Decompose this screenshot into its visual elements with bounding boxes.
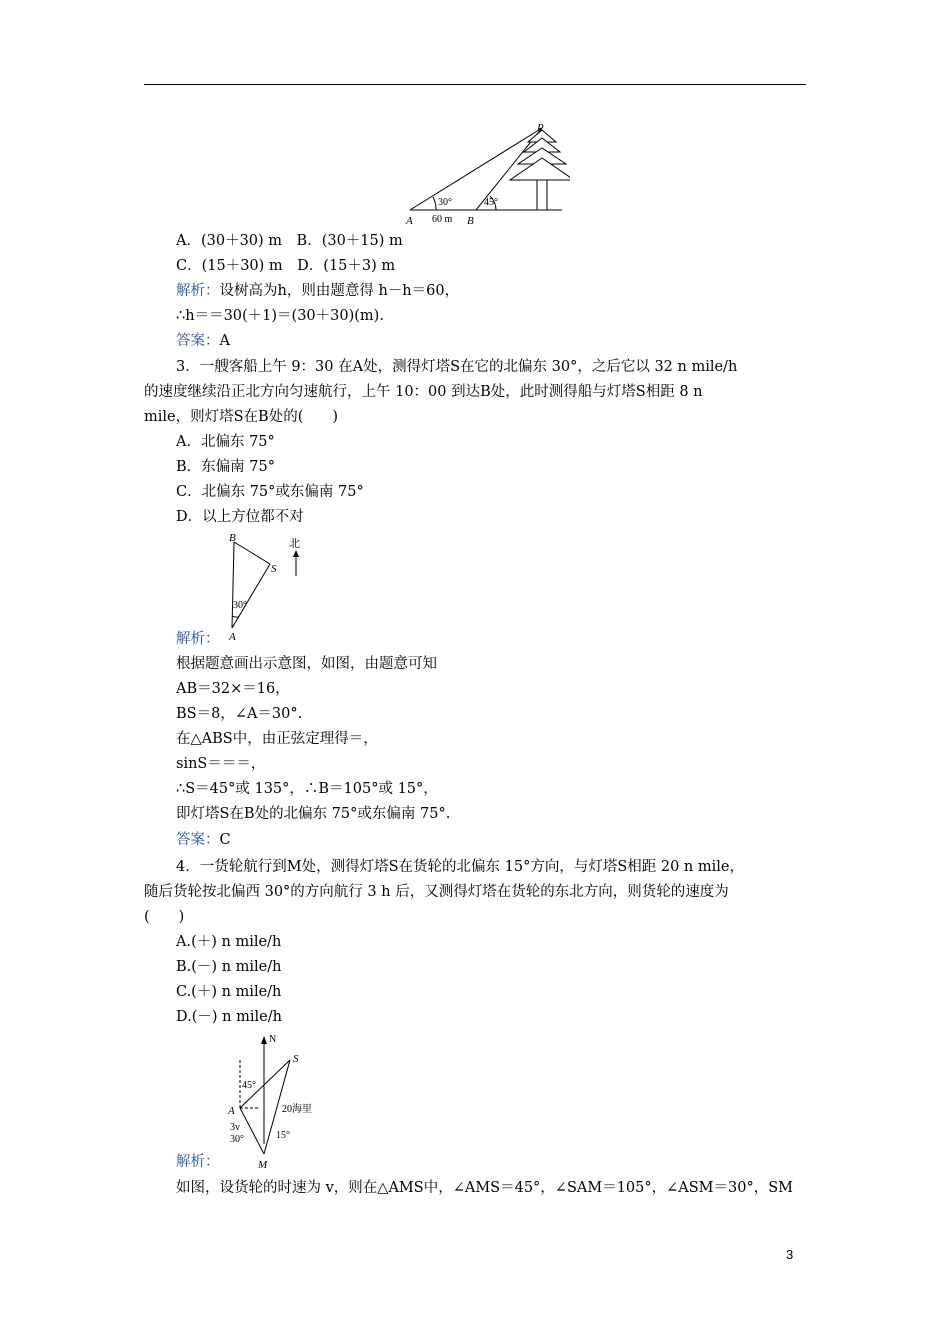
page-number: 3 [786,1247,794,1262]
q4-stem-line1: 4．一货轮航行到M处，测得灯塔S在货轮的北偏东 15°方向，与灯塔S相距 20 n mile， [176,859,744,875]
q2-answer-value: A [219,333,230,349]
q3-line4: 在△ABS中，由正弦定理得＝， [176,731,378,747]
fig3-angle-45: 45° [242,1080,256,1091]
q4-option-c: C.(＋) n mile/h [176,984,282,1000]
fig3-speed: 3v [230,1122,240,1133]
fig1-angle-b: 45° [484,197,498,208]
analysis-label: 解析： [176,283,220,299]
q4-option-a: A.(＋) n mile/h [176,934,282,950]
fig3-angle-30: 30° [230,1134,244,1145]
q2-answer [176,331,230,351]
q3-answer [176,830,231,850]
tree-angle-figure [400,118,570,230]
q3-line3: BS＝8，∠A＝30°. [176,706,303,722]
fig2-label-b: B [229,532,236,544]
answer-label: 答案： [176,333,220,349]
q4-option-b: B.(－) n mile/h [176,959,282,975]
q3-line7: 即灯塔S在B处的北偏东 75°或东偏南 75°. [176,806,451,822]
q3-line6: ∴S＝45°或 135°，∴B＝105°或 15°， [176,781,438,797]
fig2-label-a: A [229,631,236,642]
q4-line1: 如图，设货轮的时速为 v，则在△AMS中，∠AMS＝45°，∠SAM＝105°，∠ASM＝30°，SM [176,1180,794,1196]
q3-option-d: D．以上方位都不对 [176,509,304,525]
fig2-label-s: S [271,563,277,575]
q2-therefore: ∴h＝＝30(＋1)＝(30＋30)(m). [176,308,384,324]
navigation-triangle-figure [222,1030,342,1172]
q3-option-a: A．北偏东 75° [176,434,275,450]
q3-stem-line2: 的速度继续沿正北方向匀速航行，上午 10：00 到达B处，此时测得船与灯塔S相距 8 n [144,384,703,400]
q2-analysis [176,281,459,301]
q3-line5: sinS＝＝＝， [176,756,266,772]
fig1-angle-a: 30° [438,197,452,208]
q2-options-cd: C．(15＋30) m D．(15＋3) m [176,258,396,274]
fig1-distance: 60 m [432,214,453,225]
fig3-angle-15: 15° [276,1130,290,1141]
fig1-label-b: B [467,215,474,227]
fig1-label-a: A [406,215,413,227]
q3-option-b: B．东偏南 75° [176,459,275,475]
fig3-label-n: N [269,1034,277,1045]
fig2-north: 北 [289,538,300,550]
fig3-distance: 20海里 [282,1104,312,1115]
q3-line2: AB＝32×＝16， [176,681,290,697]
fig3-label-s: S [293,1053,299,1065]
answer-label: 答案： [176,832,220,848]
q3-option-c: C．北偏东 75°或东偏南 75° [176,484,364,500]
q4-analysis-label: 解析： [176,1154,220,1170]
q2-options-ab: A．(30＋30) m B．(30＋15) m [176,233,403,249]
fig3-label-a: A [228,1105,235,1117]
fig2-angle: 30° [233,600,247,611]
fig3-label-m: M [258,1159,268,1171]
q3-line1: 根据题意画出示意图，如图，由题意可知 [176,656,437,672]
q2-analysis-text: 设树高为h，则由题意得 h－h＝60， [219,283,460,299]
q3-answer-value: C [219,832,231,848]
q4-stem-line2: 随后货轮按北偏西 30°的方向航行 3 h 后，又测得灯塔在货轮的东北方向，则货轮的速度为 [144,884,729,900]
header-rule [144,84,806,85]
triangle-abs-figure [222,530,312,642]
q3-stem-line3: mile，则灯塔S在B处的( ) [144,409,339,425]
q4-stem-line3: ( ) [144,909,185,925]
q4-option-d: D.(－) n mile/h [176,1009,282,1025]
fig1-label-p: P [537,122,544,134]
q3-analysis-label: 解析： [176,631,220,647]
q3-stem-line1: 3．一艘客船上午 9：30 在A处，测得灯塔S在它的北偏东 30°，之后它以 32 n mile/h [176,359,738,375]
